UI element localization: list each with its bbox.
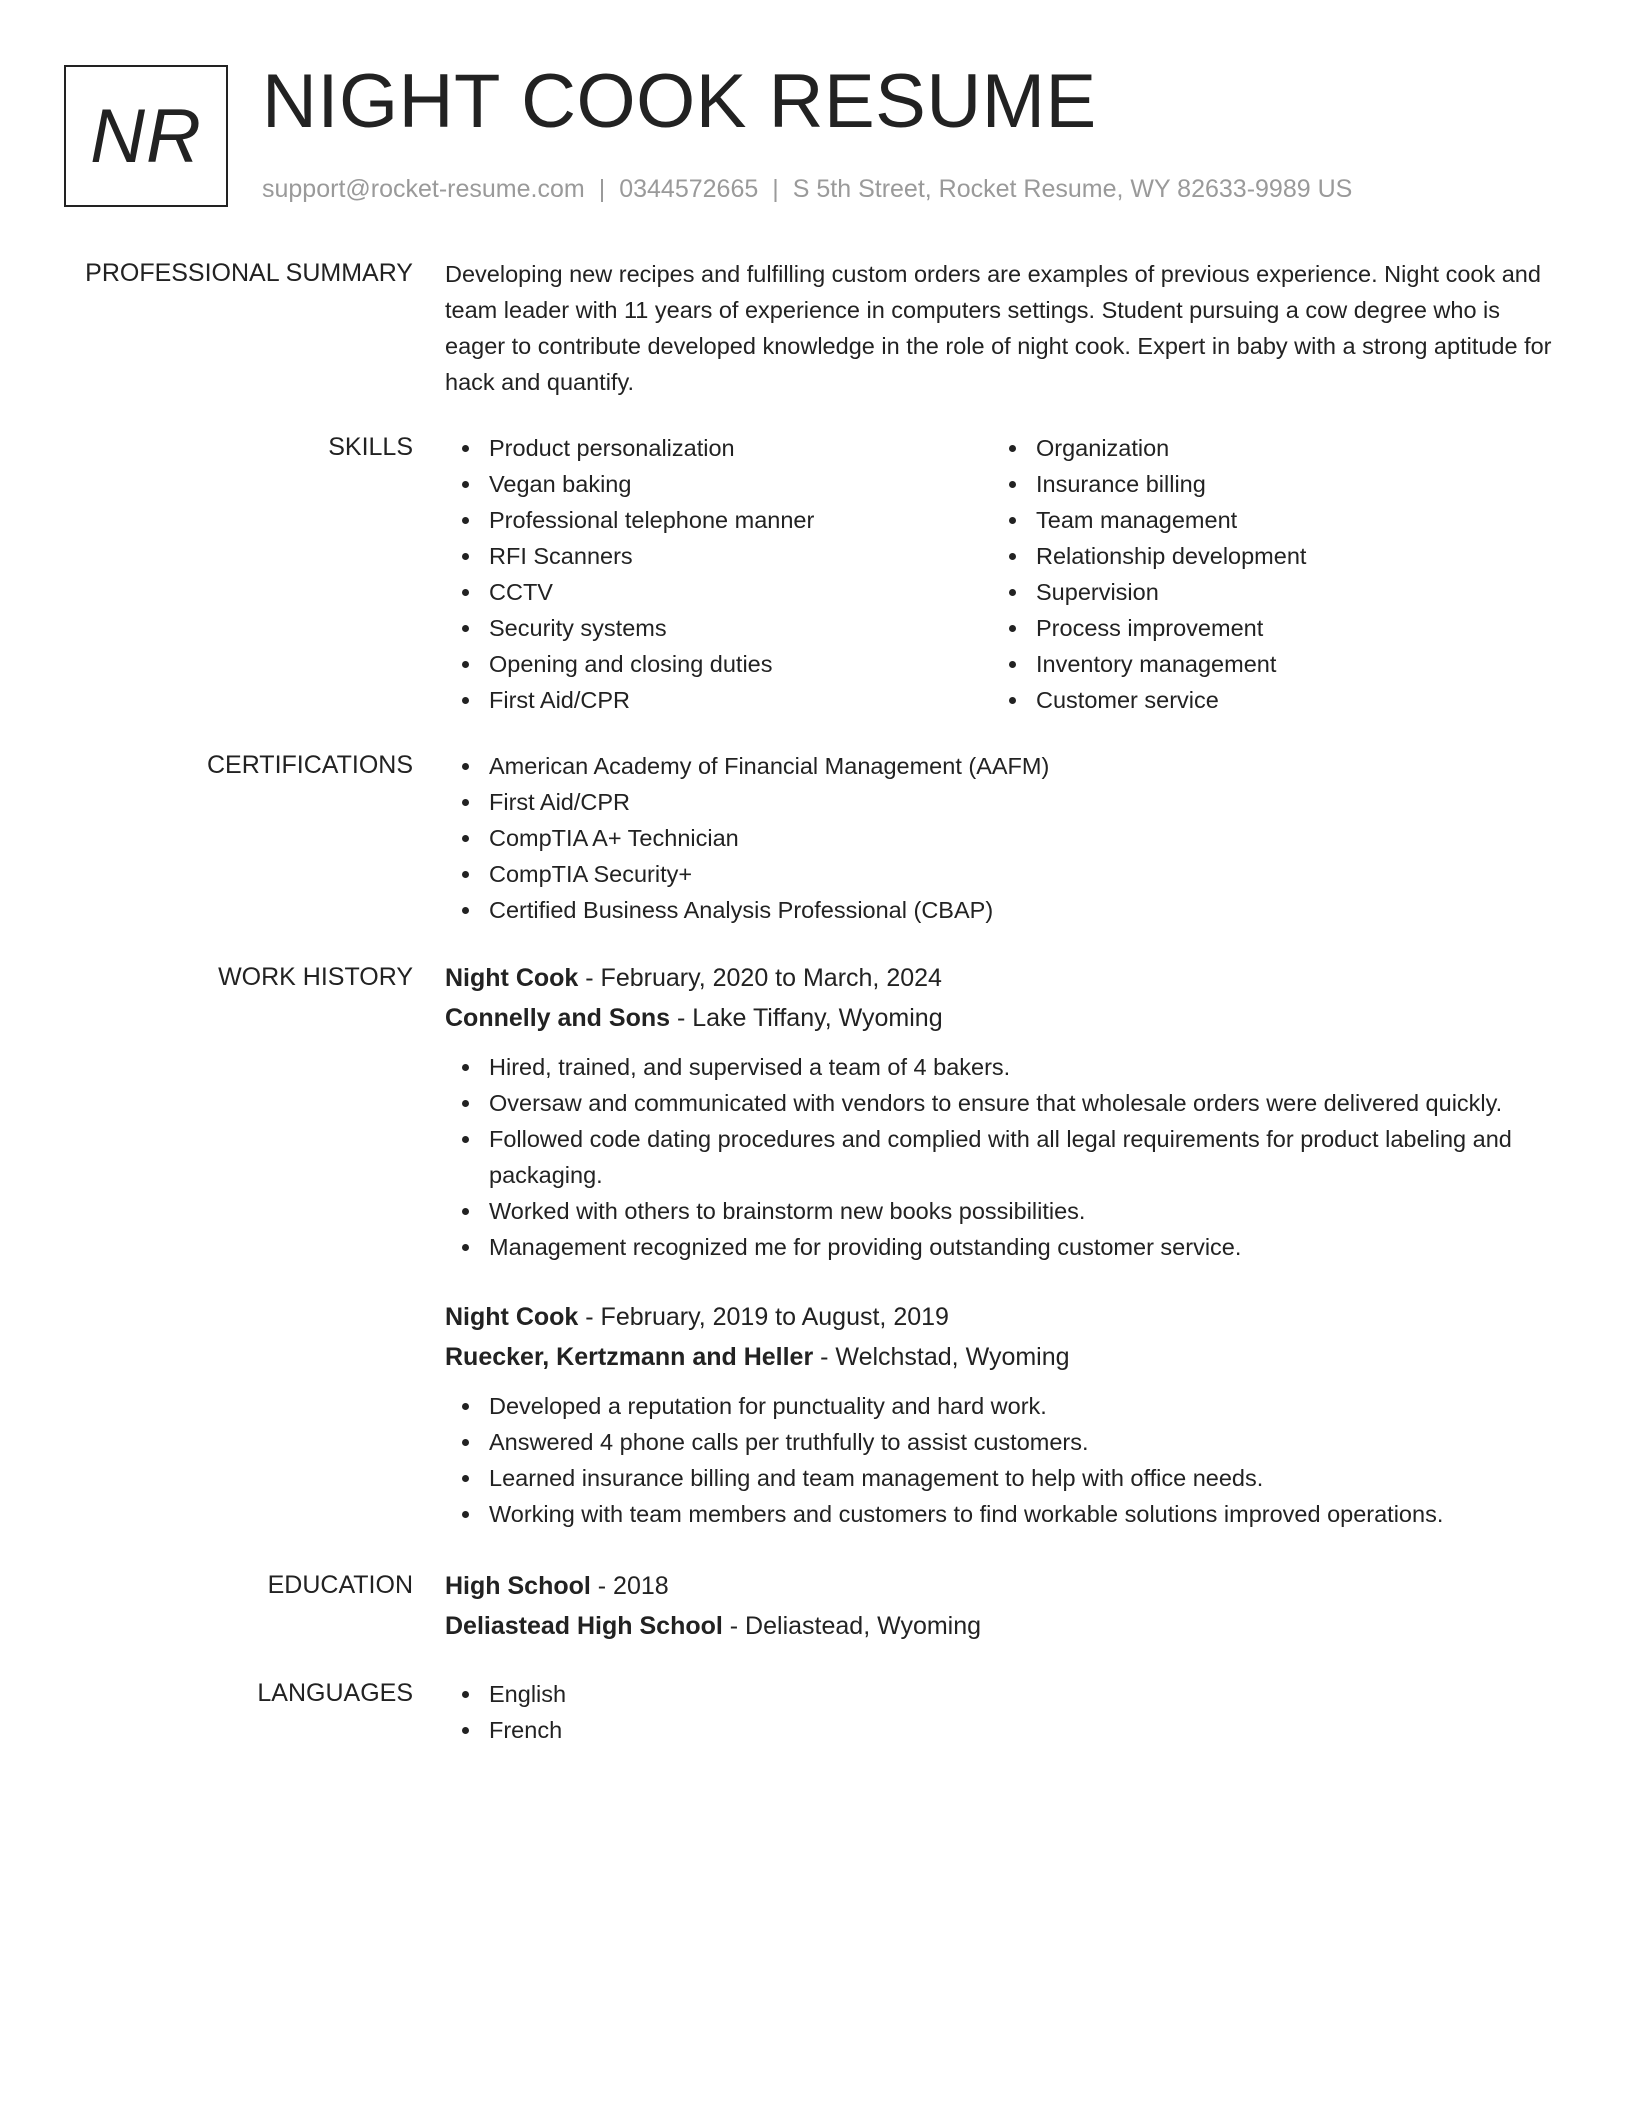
- job-company: Connelly and Sons: [445, 1004, 671, 1032]
- job-entry: [445, 958, 1560, 1265]
- job-location: - Welchstad, Wyoming: [813, 1343, 1070, 1371]
- education-body: [445, 1566, 1560, 1646]
- summary-text: Developing new recipes and fulfilling custom orders are examples of previous experience. Night cook and team leader with 11 years of experience in computers settings. Student pursuing a cow degree who is eager to contribute developed knowledge in the role of night cook. Expert in baby with a strong aptitude for hack and quantify.: [445, 261, 1552, 395]
- education-location: - Deliastead, Wyoming: [722, 1612, 982, 1640]
- section-label-skills: SKILLS: [328, 433, 413, 461]
- education-school: Deliastead High School: [445, 1612, 723, 1640]
- skills-list-left: [445, 430, 992, 718]
- skill-item: Vegan baking: [445, 466, 992, 502]
- job-duty-item: Hired, trained, and supervised a team of 4 bakers.: [445, 1049, 1560, 1085]
- job-duty-item: Worked with others to brainstorm new books possibilities.: [445, 1193, 1560, 1229]
- job-duty-item: Learned insurance billing and team management to help with office needs.: [445, 1460, 1560, 1496]
- monogram-initials: NR: [90, 93, 202, 179]
- section-label-languages: LANGUAGES: [257, 1679, 413, 1707]
- skill-item: Inventory management: [992, 646, 1539, 682]
- skill-item: Professional telephone manner: [445, 502, 992, 538]
- skill-item: Supervision: [992, 574, 1539, 610]
- skill-item: RFI Scanners: [445, 538, 992, 574]
- job-duties-list: [445, 1049, 1560, 1265]
- job-duty-item: Working with team members and customers to find workable solutions improved operations.: [445, 1496, 1560, 1532]
- education-school-line: [445, 1606, 1560, 1646]
- summary-body: [445, 256, 1560, 400]
- skill-item: Customer service: [992, 682, 1539, 718]
- skill-item: First Aid/CPR: [445, 682, 992, 718]
- skill-item: Insurance billing: [992, 466, 1539, 502]
- certification-item: Certified Business Analysis Professional (CBAP): [445, 892, 1560, 928]
- skill-item: Process improvement: [992, 610, 1539, 646]
- job-title-line: [445, 958, 1560, 998]
- languages-list: [445, 1676, 1560, 1748]
- job-title: Night Cook: [445, 964, 579, 992]
- skills-list-right: [992, 430, 1539, 718]
- job-duty-item: Followed code dating procedures and complied with all legal requirements for product labeling and packaging.: [445, 1121, 1560, 1193]
- job-location: - Lake Tiffany, Wyoming: [670, 1004, 943, 1032]
- job-dates: - February, 2019 to August, 2019: [578, 1303, 949, 1331]
- skill-item: Product personalization: [445, 430, 992, 466]
- job-title: Night Cook: [445, 1303, 579, 1331]
- certification-item: CompTIA Security+: [445, 856, 1560, 892]
- skill-item: Security systems: [445, 610, 992, 646]
- skill-item: Team management: [992, 502, 1539, 538]
- job-entry: [445, 1297, 1560, 1532]
- contact-separator: |: [772, 175, 779, 203]
- certifications-list: [445, 748, 1560, 928]
- contact-email: support@rocket-resume.com: [262, 175, 585, 203]
- work-history-body: [445, 958, 1560, 1532]
- job-company-line: [445, 1337, 1560, 1377]
- skill-item: Relationship development: [992, 538, 1539, 574]
- certifications-body: [445, 748, 1560, 928]
- certification-item: First Aid/CPR: [445, 784, 1560, 820]
- contact-separator: |: [598, 175, 606, 203]
- job-title-line: [445, 1297, 1560, 1337]
- contact-address: S 5th Street, Rocket Resume, WY 82633-9989 US: [792, 175, 1353, 203]
- skill-item: CCTV: [445, 574, 992, 610]
- certification-item: American Academy of Financial Management (AAFM): [445, 748, 1560, 784]
- language-item: English: [445, 1676, 1560, 1712]
- section-label-certifications: CERTIFICATIONS: [206, 751, 413, 779]
- certification-item: CompTIA A+ Technician: [445, 820, 1560, 856]
- job-duty-item: Oversaw and communicated with vendors to ensure that wholesale orders were delivered quickly.: [445, 1085, 1560, 1121]
- languages-body: [445, 1676, 1560, 1748]
- education-degree-line: [445, 1566, 1560, 1606]
- section-label-summary: PROFESSIONAL SUMMARY: [85, 259, 413, 287]
- job-duties-list: [445, 1388, 1560, 1532]
- section-label-education: EDUCATION: [267, 1571, 413, 1599]
- monogram-box: [64, 65, 228, 207]
- education-year: - 2018: [590, 1572, 669, 1600]
- job-company-line: [445, 998, 1560, 1038]
- skill-item: Opening and closing duties: [445, 646, 992, 682]
- education-degree: High School: [445, 1572, 591, 1600]
- page-title: NIGHT COOK RESUME: [262, 59, 1097, 144]
- job-duty-item: Management recognized me for providing outstanding customer service.: [445, 1229, 1560, 1265]
- skill-item: Organization: [992, 430, 1539, 466]
- job-duty-item: Developed a reputation for punctuality and hard work.: [445, 1388, 1560, 1424]
- contact-line: [262, 174, 1352, 204]
- skills-body: [445, 430, 1560, 718]
- job-dates: - February, 2020 to March, 2024: [578, 964, 942, 992]
- job-company: Ruecker, Kertzmann and Heller: [445, 1343, 814, 1371]
- job-duty-item: Answered 4 phone calls per truthfully to assist customers.: [445, 1424, 1560, 1460]
- contact-phone: 0344572665: [619, 175, 759, 203]
- language-item: French: [445, 1712, 1560, 1748]
- section-label-work-history: WORK HISTORY: [218, 963, 413, 991]
